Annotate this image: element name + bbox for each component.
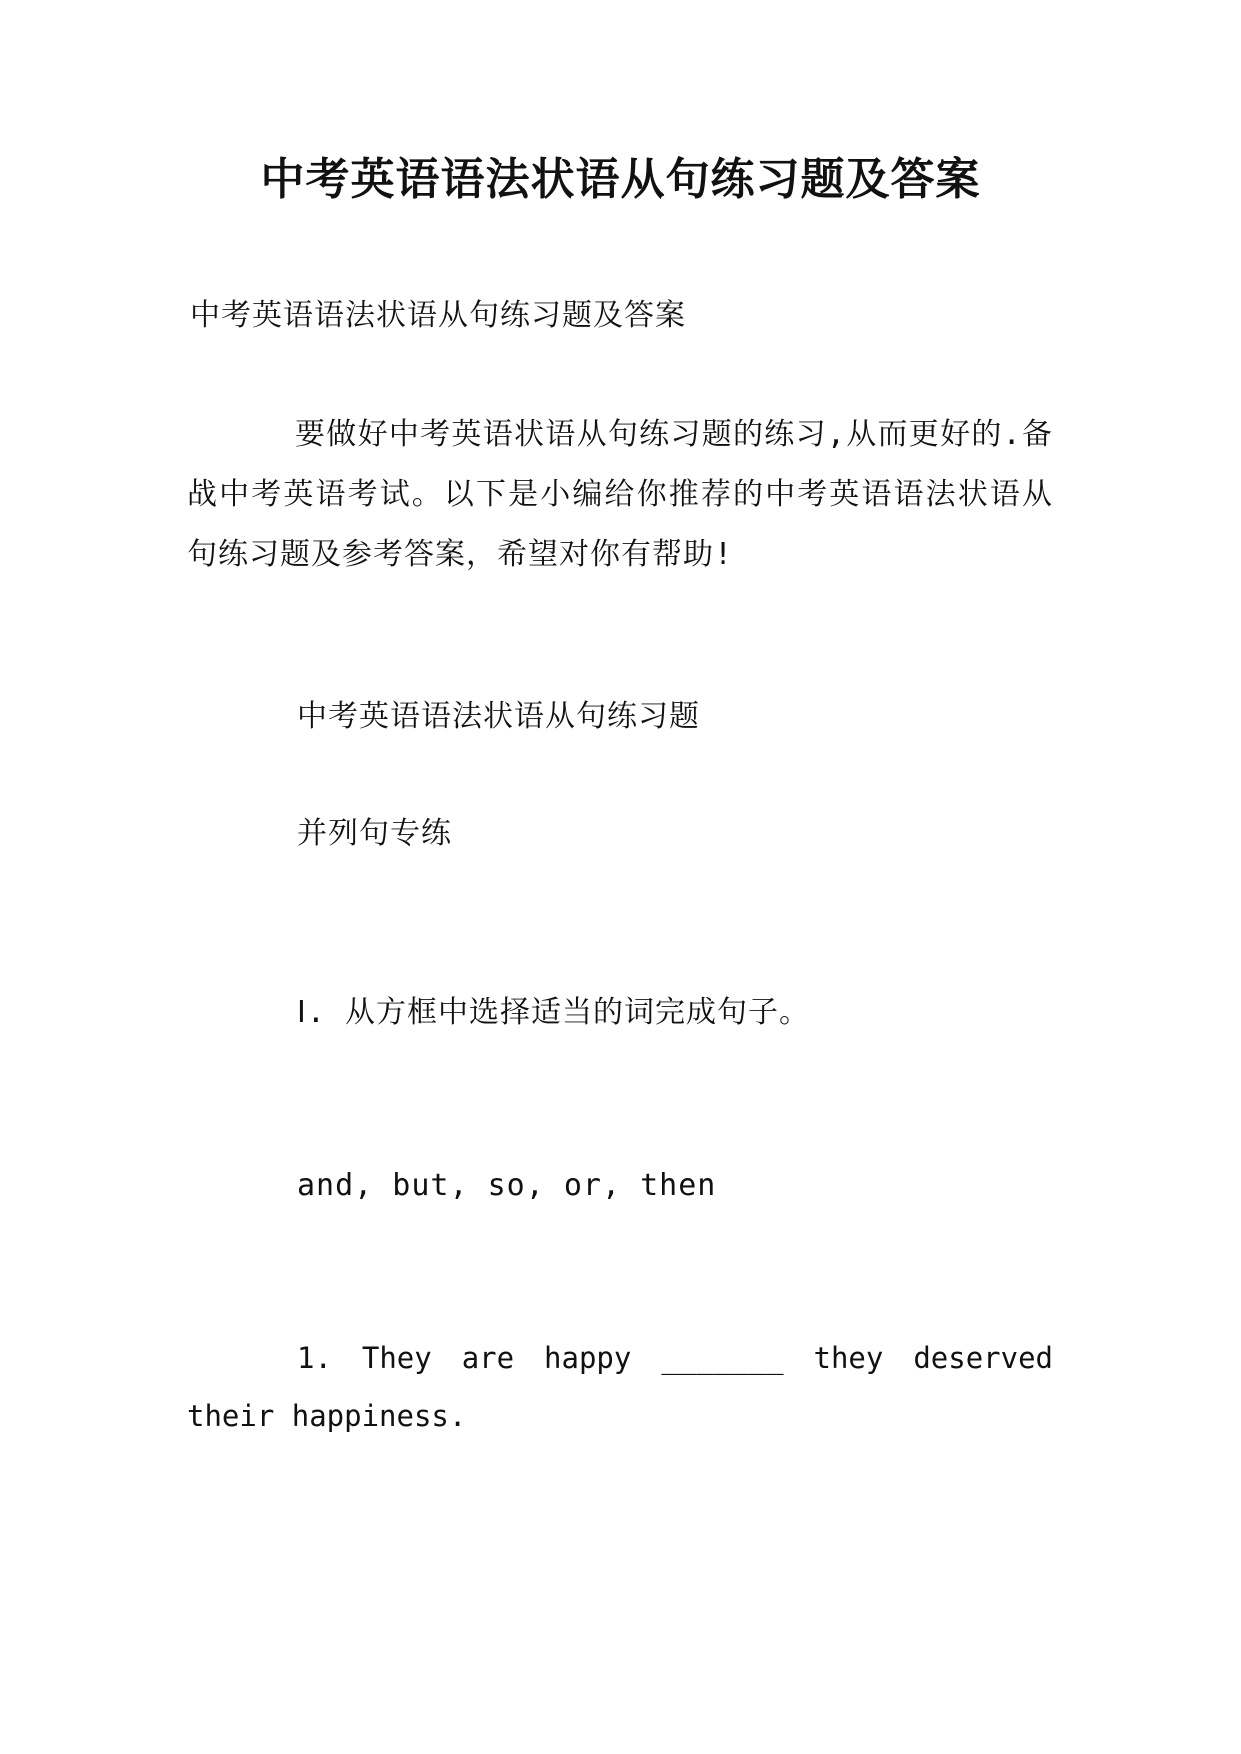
exercise-instruction: Ⅰ. 从方框中选择适当的词完成句子。: [297, 995, 810, 1030]
document-subtitle: 中考英语语法状语从句练习题及答案: [190, 298, 686, 333]
document-title: 中考英语语法状语从句练习题及答案: [260, 154, 981, 205]
question-1: 1. They are happy _______ they deserved their happiness.: [187, 1341, 1053, 1433]
section-heading: 中考英语语法状语从句练习题: [297, 699, 700, 734]
subsection-heading: 并列句专练: [297, 816, 452, 851]
word-box: and, but, so, or, then: [297, 1168, 717, 1203]
intro-paragraph: 要做好中考英语状语从句练习题的练习,从而更好的.备战中考英语考试。以下是小编给你推荐的中考英语语法状语从句练习题及参考答案，希望对你有帮助!: [187, 417, 1053, 572]
